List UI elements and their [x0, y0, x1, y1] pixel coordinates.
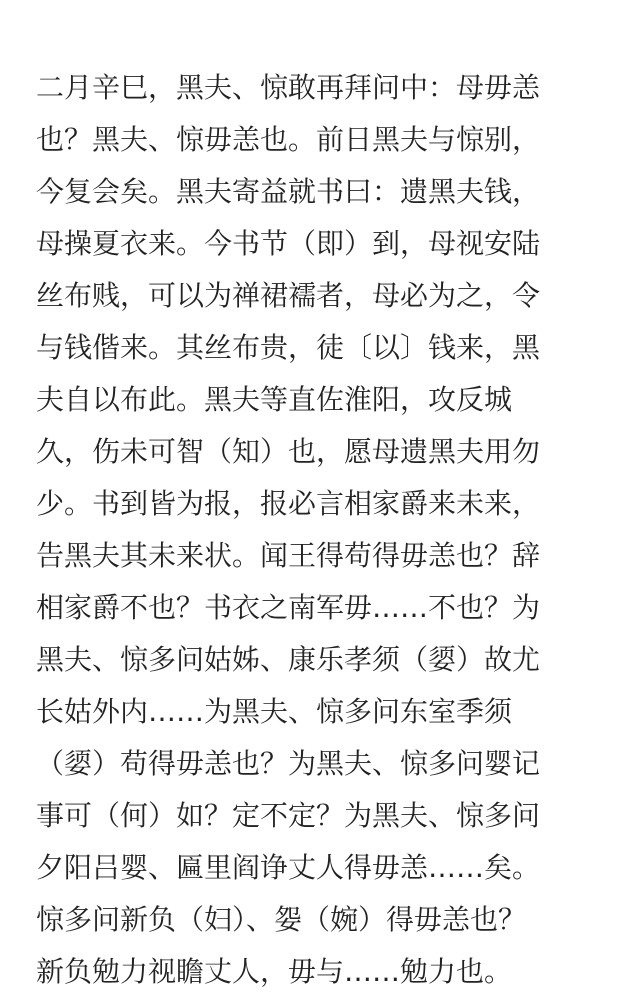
text-line-15: 事可（何）如？定不定？为黑夫、惊多问: [36, 799, 541, 832]
text-line-3: 今复会矣。黑夫寄益就书曰：遗黑夫钱，: [36, 175, 541, 208]
text-line-16: 夕阳吕婴、匾里阎诤丈人得毋恙……矣。: [36, 851, 541, 884]
text-line-17: 惊多问新负（妇）、妴（婉）得毋恙也？: [36, 903, 527, 936]
text-line-1: 二月辛巳，黑夫、惊敢再拜问中：母毋恙: [36, 71, 541, 104]
text-line-7: 夫自以布此。黑夫等直佐淮阳，攻反城: [36, 383, 513, 416]
text-line-5: 丝布贱，可以为禅裙襦者，母必为之，令: [36, 279, 541, 312]
text-line-2: 也？黑夫、惊毋恙也。前日黑夫与惊别，: [36, 123, 541, 156]
text-line-9: 少。书到皆为报，报必言相家爵来未来，: [36, 487, 541, 520]
text-line-8: 久，伤未可智（知）也，愿母遗黑夫用勿: [36, 435, 541, 468]
text-line-14: （媭）苟得毋恙也？为黑夫、惊多问婴记: [36, 747, 541, 780]
text-line-12: 黑夫、惊多问姑姊、康乐孝须（媭）故尤: [36, 643, 541, 676]
letter-text: [36, 62, 616, 998]
text-line-10: 告黑夫其未来状。闻王得苟得毋恙也？辞: [36, 539, 541, 572]
text-line-13: 长姑外内……为黑夫、惊多问东室季须: [36, 695, 513, 728]
text-line-11: 相家爵不也？书衣之南军毋……不也？为: [36, 591, 541, 624]
text-line-4: 母操夏衣来。今书节（即）到，母视安陆: [36, 227, 541, 260]
text-line-6: 与钱偕来。其丝布贵，徒〔以〕钱来，黑: [36, 331, 541, 364]
text-line-18: 新负勉力视瞻丈人，毋与……勉力也。: [36, 955, 513, 988]
